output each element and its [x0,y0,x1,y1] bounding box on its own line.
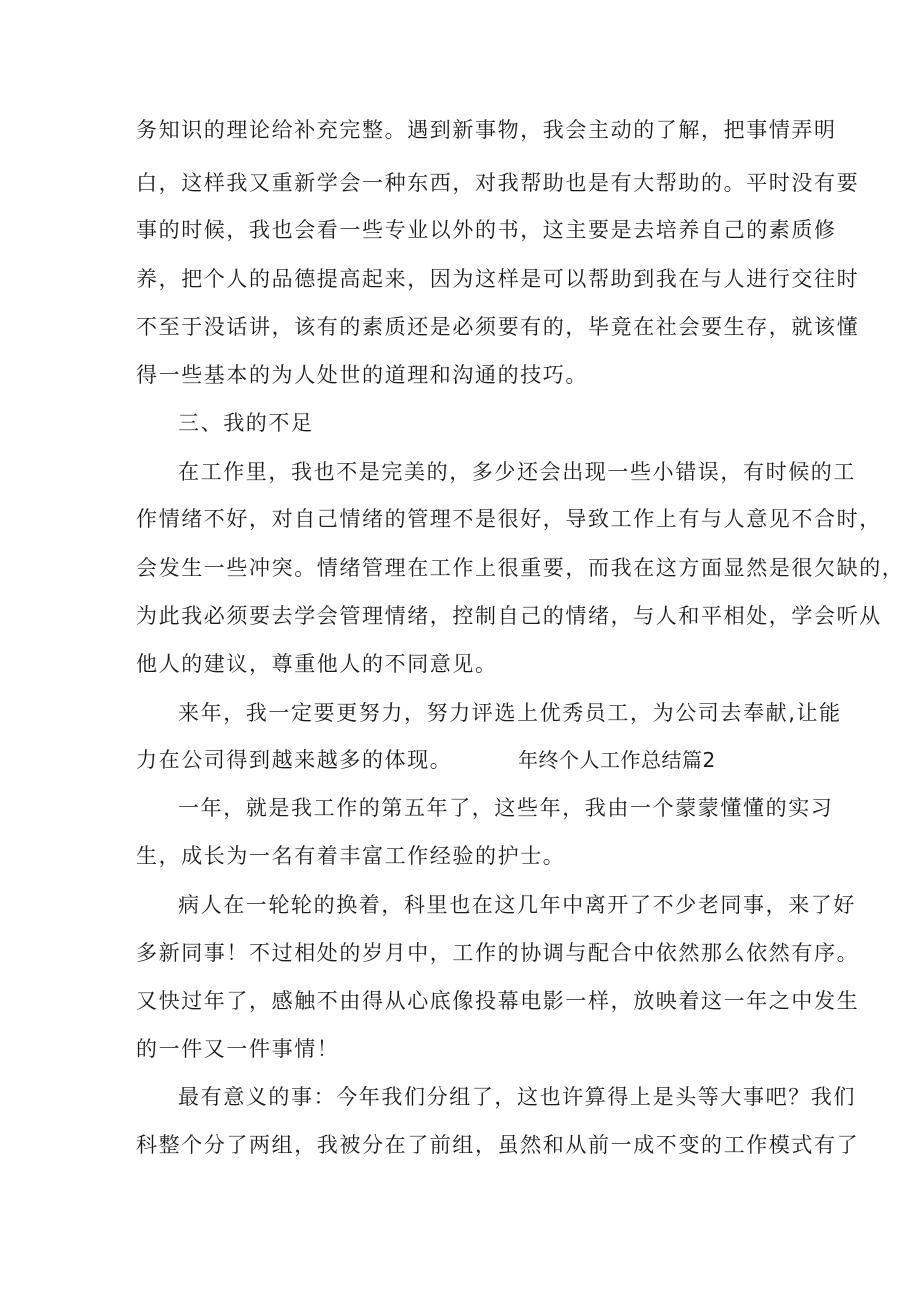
text-line: 的一件又一件事情！ [136,1037,340,1061]
text-line: 一年，就是我工作的第五年了，这些年，我由一个蒙蒙懂懂的实习 [178,796,834,820]
text-line: 得一些基本的为人处世的道理和沟通的技巧。 [136,363,588,387]
text-line: 来年，我一定要更努力，努力评选上优秀员工，为公司去奉献,让能 [178,701,842,725]
text-line: 会发生一些冲突。情绪管理在工作上很重要，而我在这方面显然是很欠缺的， [136,556,905,580]
text-line: 务知识的理论给补充完整。遇到新事物，我会主动的了解，把事情弄明 [136,118,837,142]
text-line: 最有意义的事：今年我们分组了，这也许算得上是头等大事吧？我们 [178,1085,856,1109]
text-line: 又快过年了，感触不由得从心底像投幕电影一样，放映着这一年之中发生 [136,989,860,1013]
section-title: 年终个人工作总结篇2 [518,748,716,772]
text-line: 养，把个人的品德提高起来，因为这样是可以帮助到我在与人进行交往时 [136,267,860,291]
text-line: 为此我必须要去学会管理情绪，控制自己的情绪，与人和平相处，学会听从 [136,604,882,628]
text-line: 病人在一轮轮的换着，科里也在这几年中离开了不少老同事，来了好 [178,893,856,917]
text-line: 不至于没话讲，该有的素质还是必须要有的，毕竟在社会要生存，就该懂 [136,315,860,339]
text-line: 在工作里，我也不是完美的，多少还会出现一些小错误，有时候的工 [178,460,856,484]
text-line: 作情绪不好，对自己情绪的管理不是很好，导致工作上有与人意见不合时， [136,507,882,531]
text-line: 事的时候，我也会看一些专业以外的书，这主要是去培养自己的素质修 [136,218,837,242]
text-line: 多新同事！不过相处的岁月中，工作的协调与配合中依然那么依然有序。 [136,941,860,965]
text-line: 生，成长为一名有着丰富工作经验的护士。 [136,844,566,868]
text-line: 科整个分了两组，我被分在了前组，虽然和从前一成不变的工作模式有了 [136,1133,860,1157]
text-line: 力在公司得到越来越多的体现。 [136,748,453,772]
text-line: 白，这样我又重新学会一种东西，对我帮助也是有大帮助的。平时没有要 [136,171,860,195]
section-heading: 三、我的不足 [178,411,314,435]
text-line: 他人的建议，尊重他人的不同意见。 [136,652,498,676]
